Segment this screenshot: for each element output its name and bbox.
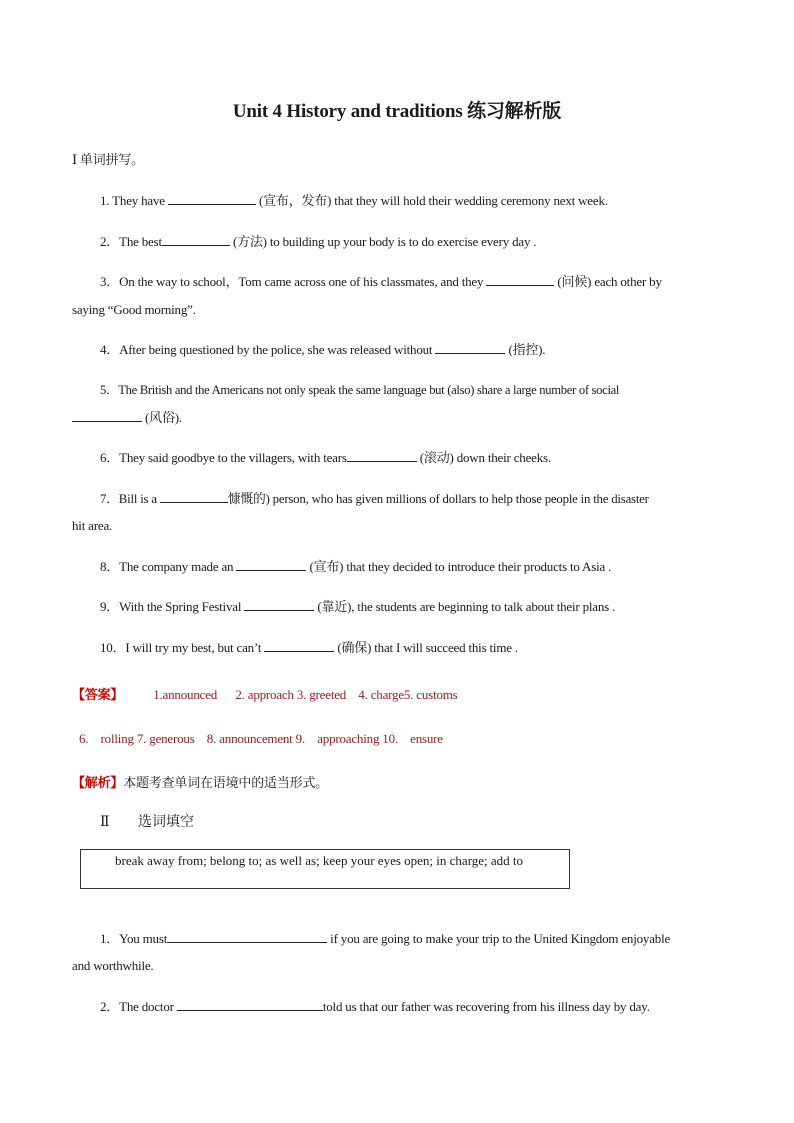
question-6: 6．They said goodbye to the villagers, with tears (滚动) down their cheeks. bbox=[100, 450, 551, 465]
answer-block bbox=[72, 686, 722, 703]
question-5-continued: (风俗). bbox=[72, 409, 722, 426]
answer-line-1: 1.announced 2. approach 3. greeted 4. charge5. customs bbox=[153, 687, 458, 702]
section2-title: 选词填空 bbox=[138, 815, 194, 830]
fill-question-2: 2．The doctor told us that our father was recovering from his illness day by day. bbox=[100, 999, 650, 1014]
answer-blank[interactable] bbox=[264, 639, 334, 652]
question-5: 5．The British and the Americans not only speak the same language but (also) share a large number of social bbox=[100, 383, 620, 397]
analysis-label: 【解析】 bbox=[72, 775, 124, 790]
analysis-text: 本题考查单词在语境中的适当形式。 bbox=[123, 775, 329, 790]
answer-line-2: 6. rolling 7. generous 8. announcement 9. approaching 10. ensure bbox=[79, 731, 443, 746]
analysis-block bbox=[72, 774, 722, 791]
answer-blank[interactable] bbox=[435, 341, 505, 354]
section2-heading bbox=[100, 811, 194, 831]
answer-label: 【答案】 bbox=[72, 687, 124, 702]
question-3-continued: saying “Good morning”. bbox=[72, 302, 196, 317]
answer-blank[interactable] bbox=[347, 449, 417, 462]
fill-question-1: 1．You must if you are going to make your trip to the United Kingdom enjoyable bbox=[100, 931, 671, 946]
section2-number: Ⅱ bbox=[100, 815, 110, 830]
answer-blank[interactable] bbox=[160, 490, 228, 503]
question-2: 2．The best (方法) to building up your body is to do exercise every day . bbox=[100, 234, 537, 249]
answer-blank[interactable] bbox=[72, 409, 142, 422]
question-7-continued: hit area. bbox=[72, 518, 113, 533]
answer-blank[interactable] bbox=[167, 930, 327, 943]
answer-blank[interactable] bbox=[244, 598, 314, 611]
word-bank-text: break away from; belong to; as well as; keep your eyes open; in charge; add to bbox=[115, 853, 524, 868]
answer-blank[interactable] bbox=[486, 273, 554, 286]
answer-line-2-row bbox=[79, 730, 729, 747]
question-3: 3．On the way to school，Tom came across one of his classmates, and they (问候) each other by bbox=[100, 274, 662, 289]
word-bank-box bbox=[80, 849, 570, 889]
answer-blank[interactable] bbox=[236, 558, 306, 571]
answer-blank[interactable] bbox=[177, 998, 323, 1011]
answer-blank[interactable] bbox=[168, 192, 256, 205]
fill-question-1-continued: and worthwhile. bbox=[72, 958, 154, 973]
question-7: 7．Bill is a 慷慨的) person, who has given millions of dollars to help those people in the disaster bbox=[100, 492, 649, 506]
question-10: 10．I will try my best, but can’t (确保) that I will succeed this time . bbox=[100, 640, 518, 655]
question-4: 4．After being questioned by the police, she was released without (指控). bbox=[100, 342, 546, 357]
page-title: Unit 4 History and traditions 练习解析版 bbox=[232, 101, 562, 122]
answer-blank[interactable] bbox=[162, 233, 230, 246]
question-1: 1. They have (宣布，发布) that they will hold their wedding ceremony next week. bbox=[100, 193, 608, 208]
question-8: 8．The company made an (宣布) that they decided to introduce their products to Asia . bbox=[100, 559, 612, 574]
section1-heading: Ⅰ 单词拼写。 bbox=[72, 152, 144, 167]
question-9: 9．With the Spring Festival (靠近), the students are beginning to talk about their plans . bbox=[100, 599, 616, 614]
